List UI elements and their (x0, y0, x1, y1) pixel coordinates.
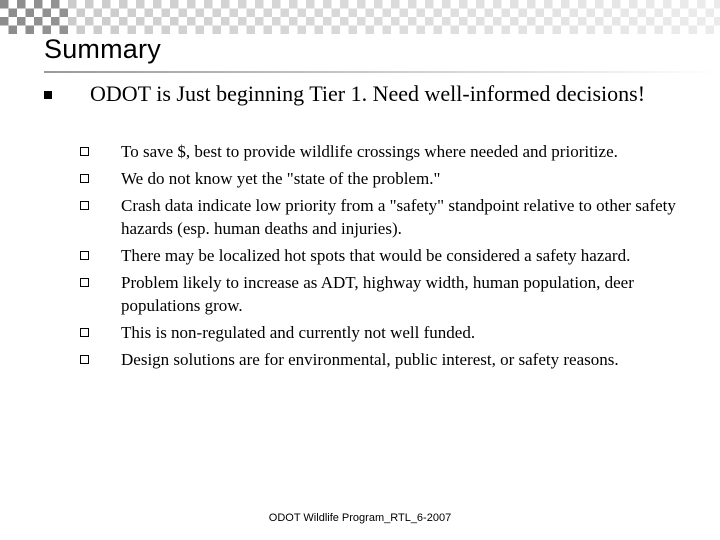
checker-square (230, 26, 239, 35)
checker-square (612, 0, 621, 9)
checker-square (451, 26, 460, 35)
checker-square (60, 26, 69, 35)
checker-square (264, 26, 273, 35)
header-checker-pattern (0, 0, 720, 34)
checker-square (706, 26, 715, 35)
sub-bullet-list (80, 140, 700, 375)
checker-square (604, 26, 613, 35)
checker-square (26, 9, 35, 18)
checker-square (374, 0, 383, 9)
checker-square (553, 9, 562, 18)
checker-square (153, 17, 162, 26)
checker-square (663, 17, 672, 26)
checker-square (527, 0, 536, 9)
checker-square (519, 26, 528, 35)
checker-square (578, 0, 587, 9)
checker-square (230, 9, 239, 18)
checker-square (646, 0, 655, 9)
checker-square (179, 26, 188, 35)
checker-square (510, 0, 519, 9)
checker-square (570, 9, 579, 18)
checker-square (689, 26, 698, 35)
checker-square (306, 17, 315, 26)
checker-square (425, 17, 434, 26)
checker-square (196, 26, 205, 35)
checker-square (136, 0, 145, 9)
hollow-square-bullet-icon (80, 174, 89, 183)
checker-square (43, 9, 52, 18)
checker-square (340, 0, 349, 9)
checker-square (646, 17, 655, 26)
checker-square (621, 9, 630, 18)
checker-square (408, 0, 417, 9)
checker-square (553, 26, 562, 35)
checker-square (638, 26, 647, 35)
checker-square (77, 26, 86, 35)
main-bullet-text: ODOT is Just beginning Tier 1. Need well-informed decisions! (90, 81, 646, 106)
checker-square (383, 26, 392, 35)
checker-square (51, 17, 60, 26)
hollow-square-bullet-icon (80, 355, 89, 364)
checker-square (612, 17, 621, 26)
checker-square (485, 26, 494, 35)
checker-square (527, 17, 536, 26)
checker-square (544, 0, 553, 9)
checker-square (187, 17, 196, 26)
sub-bullet-item (80, 348, 700, 371)
title-underline-rule (44, 71, 720, 73)
checker-square (595, 0, 604, 9)
checker-square (111, 9, 120, 18)
checker-square (638, 9, 647, 18)
checker-square (587, 26, 596, 35)
checker-square (213, 9, 222, 18)
checker-square (60, 9, 69, 18)
hollow-square-bullet-icon (80, 147, 89, 156)
checker-square (400, 26, 409, 35)
checker-square (425, 0, 434, 9)
checker-square (128, 26, 137, 35)
checker-square (468, 9, 477, 18)
checker-square (85, 17, 94, 26)
checker-square (697, 0, 706, 9)
checker-square (451, 9, 460, 18)
checker-square (434, 26, 443, 35)
checker-square (247, 26, 256, 35)
hollow-square-bullet-icon (80, 328, 89, 337)
checker-square (400, 9, 409, 18)
checker-square (510, 17, 519, 26)
checker-square (672, 26, 681, 35)
checker-square (281, 9, 290, 18)
checker-square (94, 26, 103, 35)
checker-square (587, 9, 596, 18)
checker-square (102, 17, 111, 26)
checker-square (111, 26, 120, 35)
sub-bullet-text: Crash data indicate low priority from a "safety" standpoint relative to other safety hazards (esp. human deaths and injuries). (121, 196, 676, 238)
checker-square (417, 9, 426, 18)
checker-square (264, 9, 273, 18)
checker-square (34, 17, 43, 26)
checker-square (714, 0, 720, 9)
checker-square (536, 9, 545, 18)
checker-square (281, 26, 290, 35)
checker-square (17, 0, 26, 9)
checker-square (519, 9, 528, 18)
checker-square (221, 0, 230, 9)
checker-square (417, 26, 426, 35)
checker-square (26, 26, 35, 35)
checker-square (272, 17, 281, 26)
checker-square (255, 0, 264, 9)
sub-bullet-item (80, 244, 700, 267)
checker-square (332, 26, 341, 35)
checker-square (323, 0, 332, 9)
checker-square (391, 0, 400, 9)
checker-square (119, 0, 128, 9)
checker-square (0, 17, 9, 26)
checker-square (561, 17, 570, 26)
checker-square (187, 0, 196, 9)
checker-square (34, 0, 43, 9)
checker-square (561, 0, 570, 9)
checker-square (315, 9, 324, 18)
sub-bullet-text: This is non-regulated and currently not well funded. (121, 323, 476, 342)
hollow-square-bullet-icon (80, 278, 89, 287)
checker-square (578, 17, 587, 26)
checker-square (119, 17, 128, 26)
checker-square (85, 0, 94, 9)
sub-bullet-text: We do not know yet the "state of the problem." (121, 169, 441, 188)
checker-square (408, 17, 417, 26)
checker-square (493, 17, 502, 26)
checker-square (315, 26, 324, 35)
checker-square (621, 26, 630, 35)
checker-square (204, 0, 213, 9)
checker-square (459, 17, 468, 26)
checker-square (179, 9, 188, 18)
checker-square (485, 9, 494, 18)
checker-square (170, 0, 179, 9)
checker-square (357, 17, 366, 26)
sub-bullet-item (80, 194, 700, 240)
checker-square (570, 26, 579, 35)
checker-square (170, 17, 179, 26)
checker-square (136, 17, 145, 26)
checker-square (680, 0, 689, 9)
checker-square (714, 17, 720, 26)
filled-square-bullet-icon (44, 91, 52, 99)
checker-square (383, 9, 392, 18)
checker-square (323, 17, 332, 26)
checker-square (145, 26, 154, 35)
checker-square (238, 0, 247, 9)
checker-square (629, 17, 638, 26)
checker-square (434, 9, 443, 18)
checker-square (536, 26, 545, 35)
checker-square (306, 0, 315, 9)
checker-square (357, 0, 366, 9)
checker-square (272, 0, 281, 9)
checker-square (493, 0, 502, 9)
checker-square (706, 9, 715, 18)
sub-bullet-text: Problem likely to increase as ADT, highway width, human population, deer populations grow. (121, 273, 634, 315)
checker-square (68, 17, 77, 26)
checker-square (476, 17, 485, 26)
checker-square (0, 0, 9, 9)
checker-square (213, 26, 222, 35)
hollow-square-bullet-icon (80, 251, 89, 260)
sub-bullet-text: Design solutions are for environmental, public interest, or safety reasons. (121, 350, 619, 369)
checker-square (9, 26, 18, 35)
checker-square (196, 9, 205, 18)
checker-square (468, 26, 477, 35)
sub-bullet-item (80, 140, 700, 163)
checker-square (153, 0, 162, 9)
checker-square (77, 9, 86, 18)
checker-square (680, 17, 689, 26)
checker-square (68, 0, 77, 9)
slide-footer: ODOT Wildlife Program_RTL_6-2007 (268, 512, 452, 524)
checker-square (298, 9, 307, 18)
checker-square (238, 17, 247, 26)
checker-square (128, 9, 137, 18)
checker-square (349, 26, 358, 35)
checker-square (289, 0, 298, 9)
checker-square (502, 9, 511, 18)
sub-bullet-text: There may be localized hot spots that would be considered a safety hazard. (121, 246, 631, 265)
checker-square (43, 26, 52, 35)
checker-square (391, 17, 400, 26)
hollow-square-bullet-icon (80, 201, 89, 210)
checker-square (298, 26, 307, 35)
checker-square (340, 17, 349, 26)
sub-bullet-item (80, 321, 700, 344)
sub-bullet-item (80, 167, 700, 190)
checker-square (145, 9, 154, 18)
checker-square (255, 17, 264, 26)
checker-square (366, 26, 375, 35)
checker-square (102, 0, 111, 9)
checker-square (17, 17, 26, 26)
checker-square (476, 0, 485, 9)
checker-square (672, 9, 681, 18)
checker-square (655, 26, 664, 35)
checker-square (629, 0, 638, 9)
checker-square (247, 9, 256, 18)
checker-square (51, 0, 60, 9)
checker-square (544, 17, 553, 26)
checker-square (604, 9, 613, 18)
checker-square (697, 17, 706, 26)
checker-square (442, 0, 451, 9)
checker-square (162, 26, 171, 35)
checker-square (332, 9, 341, 18)
checker-square (374, 17, 383, 26)
checker-square (366, 9, 375, 18)
checker-square (221, 17, 230, 26)
checker-square (9, 9, 18, 18)
checker-square (162, 9, 171, 18)
checker-square (289, 17, 298, 26)
checker-square (459, 0, 468, 9)
checker-square (442, 17, 451, 26)
slide-title: Summary (44, 34, 161, 64)
sub-bullet-text: To save $, best to provide wildlife crossings where needed and prioritize. (121, 142, 618, 161)
checker-square (689, 9, 698, 18)
checker-square (204, 17, 213, 26)
checker-square (94, 9, 103, 18)
sub-bullet-item (80, 271, 700, 317)
checker-square (663, 0, 672, 9)
checker-square (502, 26, 511, 35)
checker-square (349, 9, 358, 18)
main-bullet-item (44, 80, 684, 107)
checker-square (655, 9, 664, 18)
checker-square (595, 17, 604, 26)
